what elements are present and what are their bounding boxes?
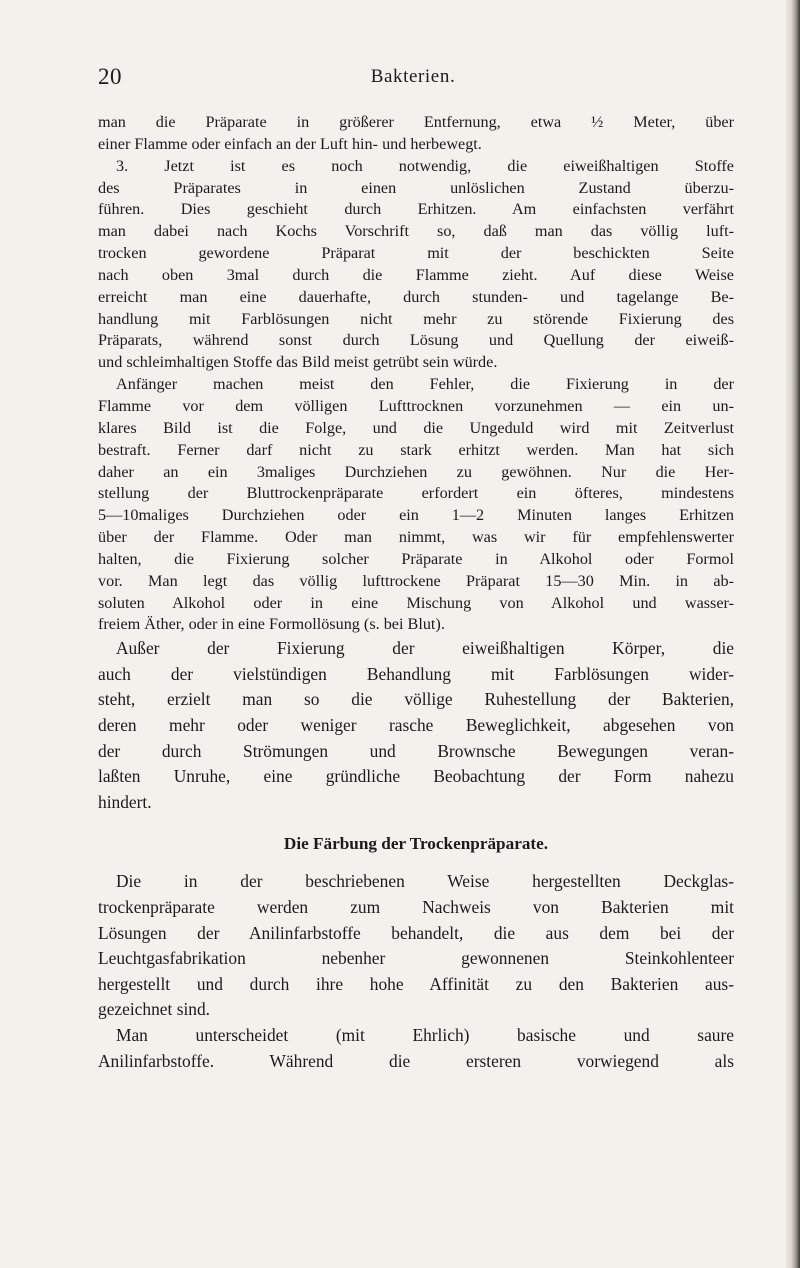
text-line: Flamme vor dem völligen Lufttrocknen vorzunehmen — ein un- bbox=[98, 396, 734, 415]
text-line: stellung der Bluttrockenpräparate erfordert ein öfteres, mindestens bbox=[98, 484, 734, 503]
text-line: einer Flamme oder einfach an der Luft hin- und herbewegt. bbox=[98, 134, 482, 153]
text-line: trockenpräparate werden zum Nachweis von Bakterien mit bbox=[98, 897, 734, 917]
large-print-section bbox=[98, 636, 734, 1074]
text-line: hindert. bbox=[98, 791, 152, 812]
text-line: und schleimhaltigen Stoffe das Bild meist getrübt sein würde. bbox=[98, 353, 498, 372]
text-line: des Präparates in einen unlöslichen Zustand überzu- bbox=[98, 178, 734, 197]
text-line: 3. Jetzt ist es noch notwendig, die eiweißhaltigen Stoffe bbox=[116, 156, 734, 175]
text-line: Außer der Fixierung der eiweißhaltigen Körper, die bbox=[116, 638, 734, 659]
text-line: man dabei nach Kochs Vorschrift so, daß man das völlig luft- bbox=[98, 222, 734, 241]
text-line: Präparats, während sonst durch Lösung und Quellung der eiweiß- bbox=[98, 331, 734, 350]
text-line: steht, erzielt man so die völlige Ruhestellung der Bakterien, bbox=[98, 689, 734, 710]
text-line: vor. Man legt das völlig lufttrockene Präparat 15—30 Min. in ab- bbox=[98, 571, 734, 590]
section-heading: Die Färbung der Trockenpräparate. bbox=[283, 834, 549, 854]
text-line: bestraft. Ferner darf nicht zu stark erhitzt werden. Man hat sich bbox=[98, 440, 734, 459]
page-header bbox=[98, 64, 728, 94]
text-line: halten, die Fixierung solcher Präparate in Alkohol oder Formol bbox=[98, 549, 734, 568]
text-line: über der Flamme. Oder man nimmt, was wir für empfehlenswerter bbox=[98, 528, 734, 547]
text-line: 5—10maliges Durchziehen oder ein 1—2 Minuten langes Erhitzen bbox=[98, 506, 734, 525]
text-line: man die Präparate in größerer Entfernung, etwa ½ Meter, über bbox=[98, 113, 734, 131]
text-line: Anilinfarbstoffe. Während die ersteren vorwiegend als bbox=[98, 1050, 734, 1071]
text-line: gezeichnet sind. bbox=[98, 999, 211, 1020]
text-line: deren mehr oder weniger rasche Beweglichkeit, abgesehen von bbox=[98, 715, 734, 736]
text-line: Die in der beschriebenen Weise hergestellten Deckglas- bbox=[116, 871, 734, 892]
text-line: laßten Unruhe, eine gründliche Beobachtung der Form nahezu bbox=[98, 766, 734, 787]
text-line: Leuchtgasfabrikation nebenher gewonnenen Steinkohlenteer bbox=[98, 948, 734, 969]
page-number: 20 bbox=[98, 64, 122, 89]
text-line: Lösungen der Anilinfarbstoffe behandelt, die aus dem bei der bbox=[98, 922, 734, 943]
text-line: auch der vielstündigen Behandlung mit Farblösungen wider- bbox=[98, 663, 734, 684]
running-head: Bakterien. bbox=[370, 66, 456, 87]
text-line: führen. Dies geschieht durch Erhitzen. Am einfachsten verfährt bbox=[98, 200, 734, 219]
text-line: daher an ein 3maliges Durchziehen zu gewöhnen. Nur die Her- bbox=[98, 462, 734, 481]
body-text bbox=[98, 112, 734, 1074]
text-line: trocken gewordene Präparat mit der beschickten Seite bbox=[98, 244, 734, 263]
text-line: Man unterscheidet (mit Ehrlich) basische und saure bbox=[116, 1024, 734, 1045]
text-line: klares Bild ist die Folge, und die Ungeduld wird mit Zeitverlust bbox=[98, 418, 734, 437]
text-line: freiem Äther, oder in eine Formollösung (s. bei Blut). bbox=[98, 615, 445, 634]
page-edge-shadow bbox=[786, 0, 800, 1268]
text-line: nach oben 3mal durch die Flamme zieht. Auf diese Weise bbox=[98, 265, 734, 284]
text-line: hergestellt und durch ihre hohe Affinität zu den Bakterien aus- bbox=[98, 973, 734, 994]
text-line: erreicht man eine dauerhafte, durch stunden- und tagelange Be- bbox=[98, 287, 734, 306]
text-line: handlung mit Farblösungen nicht mehr zu störende Fixierung des bbox=[98, 309, 734, 328]
text-line: der durch Strömungen und Brownsche Bewegungen veran- bbox=[98, 740, 734, 761]
text-line: soluten Alkohol oder in eine Mischung von Alkohol und wasser- bbox=[98, 593, 734, 612]
text-line: Anfänger machen meist den Fehler, die Fixierung in der bbox=[116, 375, 734, 394]
